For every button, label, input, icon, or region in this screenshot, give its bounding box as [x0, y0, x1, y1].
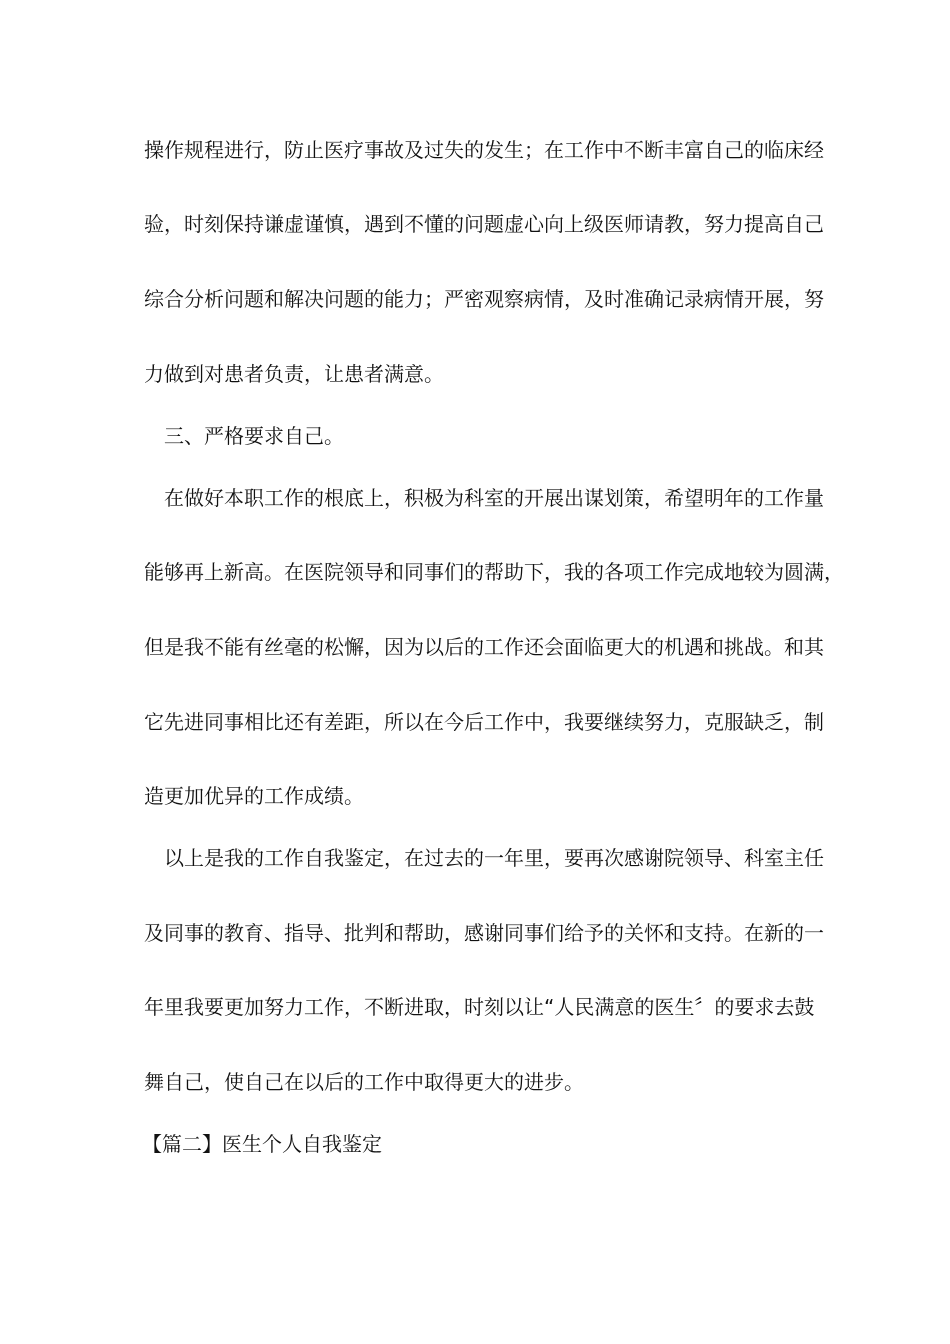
text-line-8: 但是我不能有丝毫的松懈，因为以后的工作还会面临更大的机遇和挑战。和其	[144, 635, 824, 659]
text-line-14: 舞自己，使自己在以后的工作中取得更大的进步。	[144, 1070, 584, 1094]
text-line-3: 综合分析问题和解决问题的能力；严密观察病情，及时准确记录病情开展，努	[144, 287, 824, 311]
text-line-13: 年里我要更加努力工作，不断进取，时刻以让“人民满意的医生〞的要求去鼓	[144, 995, 815, 1019]
chapter-heading: 【篇二】医生个人自我鉴定	[142, 1132, 382, 1156]
text-line-1: 操作规程进行，防止医疗事故及过失的发生；在工作中不断丰富自己的临床经	[144, 138, 824, 162]
text-line-4: 力做到对患者负责，让患者满意。	[144, 362, 444, 386]
text-line-2: 验，时刻保持谦虚谨慎，遇到不懂的问题虚心向上级医师请教，努力提高自己	[144, 212, 824, 236]
section-heading-3: 三、严格要求自己。	[164, 424, 344, 448]
text-line-7: 能够再上新高。在医院领导和同事们的帮助下，我的各项工作完成地较为圆满，	[144, 560, 844, 584]
text-line-12: 及同事的教育、指导、批判和帮助，感谢同事们给予的关怀和支持。在新的一	[144, 921, 824, 945]
text-line-11: 以上是我的工作自我鉴定，在过去的一年里，要再次感谢院领导、科室主任	[164, 846, 824, 870]
text-line-10: 造更加优异的工作成绩。	[144, 784, 364, 808]
text-line-6: 在做好本职工作的根底上，积极为科室的开展出谋划策，希望明年的工作量	[164, 486, 824, 510]
text-line-9: 它先进同事相比还有差距，所以在今后工作中，我要继续努力，克服缺乏，制	[144, 710, 824, 734]
